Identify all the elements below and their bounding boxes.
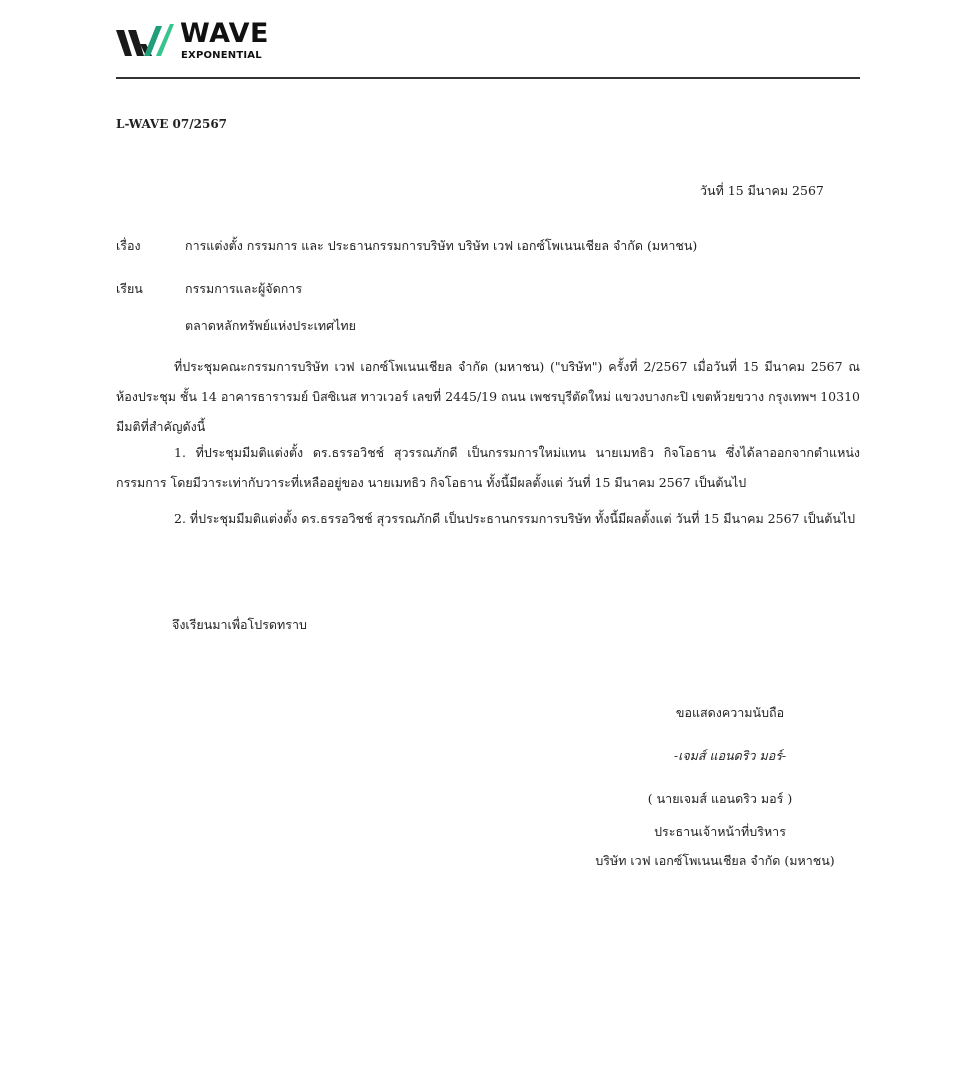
reference-number: L-WAVE 07/2567: [116, 117, 228, 131]
subject-text: การแต่งตั้ง กรรมการ และ ประธานกรรมการบริษัท บริษัท เวฟ เอกซ์โพเนนเชียล จำกัด (มหาชน): [185, 238, 698, 253]
signatory-position: ประธานเจ้าหน้าที่บริหาร: [654, 824, 786, 839]
recipient-line-2: ตลาดหลักทรัพย์แห่งประเทศไทย: [185, 318, 356, 333]
closing-line: จึงเรียนมาเพื่อโปรดทราบ: [172, 617, 307, 632]
regards-text: ขอแสดงความนับถือ: [675, 705, 785, 720]
signatory-name: ( นายเจมส์ แอนดริว มอร์ ): [647, 791, 793, 806]
signatory-company: บริษัท เวฟ เอกซ์โพเนนเชียล จำกัด (มหาชน): [595, 853, 835, 868]
subject-label: เรื่อง: [116, 238, 141, 253]
resolution-item-2-text: 2. ที่ประชุมมีมติแต่งตั้ง ดร.ธรรอวิชช์ สุวรรณภักดี เป็นประธานกรรมการบริษัท ทั้งนี้มีผลตั้งแต่ วันที่ 15 มีนาคม 2567 เป็นต้นไป: [174, 511, 856, 526]
resolution-item-1-text: 1. ที่ประชุมมีมติแต่งตั้ง ดร.ธรรอวิชช์ สุวรรณภักดี เป็นกรรมการใหม่แทน นายเมทธิว กิจโอธาน ซึ่งได้ลาออกจากตำแหน่งกรรมการ โดยมีวาระเท่ากับวาระที่เหลืออยู่ของ นายเมทธิว กิจโอธาน ทั้งนี้มีผลตั้งแต่ วันที่ 15 มีนาคม 2567 เป็นต้นไป: [116, 445, 860, 490]
to-label: เรียน: [116, 281, 143, 296]
wave-logo-icon: [116, 22, 176, 58]
header-divider: [116, 77, 860, 79]
resolution-item-2: [116, 504, 860, 534]
logo-subtitle: EXPONENTIAL: [181, 50, 262, 61]
resolution-item-1: [116, 438, 860, 498]
signature-handwritten: -เจมส์ แอนดริว มอร์-: [673, 748, 787, 763]
intro-paragraph: [116, 352, 860, 442]
intro-text: ที่ประชุมคณะกรรมการบริษัท เวฟ เอกซ์โพเนนเชียล จำกัด (มหาชน) ("บริษัท") ครั้งที่ 2/2567 เมื่อวันที่ 15 มีนาคม 2567 ณ ห้องประชุม ชั้น 14 อาคารธารารมย์ บิสซิเนส ทาวเวอร์ เลขที่ 2445/19 ถนน เพชรบุรีตัดใหม่ แขวงบางกะปิ เขตห้วยขวาง กรุงเทพฯ 10310 มีมติที่สำคัญดังนี้: [116, 359, 860, 434]
logo-wordmark: WAVE: [180, 18, 269, 49]
letter-date: วันที่ 15 มีนาคม 2567: [700, 183, 824, 198]
recipient-line-1: กรรมการและผู้จัดการ: [185, 281, 303, 296]
company-logo: [116, 18, 276, 66]
